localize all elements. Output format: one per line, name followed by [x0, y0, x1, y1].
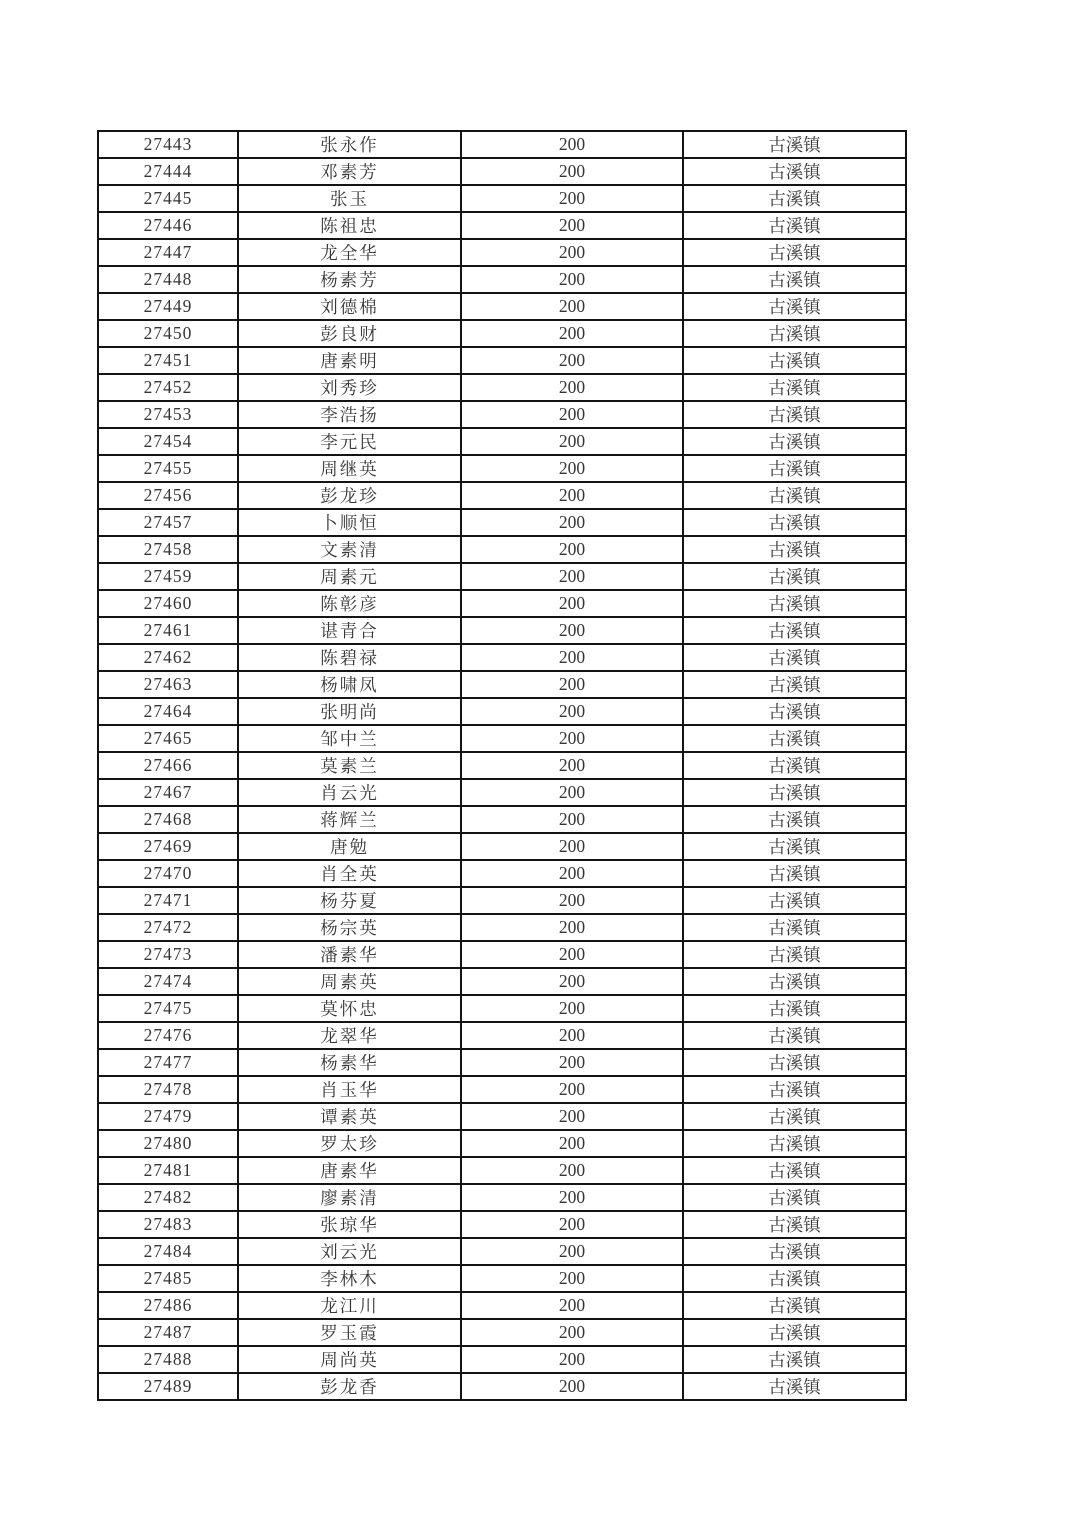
cell-town: 古溪镇 [683, 806, 906, 833]
cell-id: 27467 [98, 779, 238, 806]
cell-name: 潘素华 [238, 941, 461, 968]
cell-amount: 200 [461, 914, 683, 941]
cell-name: 李浩扬 [238, 401, 461, 428]
table-row [98, 698, 906, 725]
cell-name: 李元民 [238, 428, 461, 455]
cell-town: 古溪镇 [683, 131, 906, 158]
cell-town: 古溪镇 [683, 1265, 906, 1292]
cell-amount: 200 [461, 995, 683, 1022]
cell-name: 龙翠华 [238, 1022, 461, 1049]
cell-amount: 200 [461, 752, 683, 779]
cell-id: 27447 [98, 239, 238, 266]
table-row [98, 482, 906, 509]
cell-id: 27448 [98, 266, 238, 293]
table-row [98, 1184, 906, 1211]
table-row [98, 1265, 906, 1292]
table-row [98, 185, 906, 212]
table-row [98, 212, 906, 239]
cell-amount: 200 [461, 158, 683, 185]
cell-town: 古溪镇 [683, 1076, 906, 1103]
cell-amount: 200 [461, 941, 683, 968]
table-row [98, 968, 906, 995]
cell-name: 刘德棉 [238, 293, 461, 320]
cell-amount: 200 [461, 1049, 683, 1076]
cell-id: 27476 [98, 1022, 238, 1049]
cell-name: 周尚英 [238, 1346, 461, 1373]
table-row [98, 563, 906, 590]
cell-id: 27477 [98, 1049, 238, 1076]
cell-town: 古溪镇 [683, 428, 906, 455]
cell-name: 杨宗英 [238, 914, 461, 941]
cell-id: 27445 [98, 185, 238, 212]
cell-town: 古溪镇 [683, 1103, 906, 1130]
cell-amount: 200 [461, 293, 683, 320]
cell-name: 罗太珍 [238, 1130, 461, 1157]
cell-id: 27471 [98, 887, 238, 914]
table-row [98, 1157, 906, 1184]
cell-name: 龙江川 [238, 1292, 461, 1319]
table-row [98, 887, 906, 914]
cell-amount: 200 [461, 617, 683, 644]
cell-town: 古溪镇 [683, 293, 906, 320]
cell-amount: 200 [461, 1211, 683, 1238]
table-row [98, 374, 906, 401]
cell-town: 古溪镇 [683, 455, 906, 482]
cell-id: 27478 [98, 1076, 238, 1103]
cell-town: 古溪镇 [683, 482, 906, 509]
cell-id: 27489 [98, 1373, 238, 1400]
table-row [98, 1130, 906, 1157]
cell-id: 27456 [98, 482, 238, 509]
cell-id: 27475 [98, 995, 238, 1022]
cell-name: 廖素清 [238, 1184, 461, 1211]
table-row [98, 509, 906, 536]
table-row [98, 833, 906, 860]
cell-town: 古溪镇 [683, 320, 906, 347]
cell-amount: 200 [461, 1319, 683, 1346]
table-row [98, 1373, 906, 1400]
cell-id: 27469 [98, 833, 238, 860]
cell-name: 肖云光 [238, 779, 461, 806]
cell-town: 古溪镇 [683, 590, 906, 617]
table-row [98, 320, 906, 347]
cell-id: 27454 [98, 428, 238, 455]
cell-amount: 200 [461, 968, 683, 995]
cell-id: 27484 [98, 1238, 238, 1265]
cell-town: 古溪镇 [683, 239, 906, 266]
cell-town: 古溪镇 [683, 185, 906, 212]
cell-amount: 200 [461, 347, 683, 374]
cell-town: 古溪镇 [683, 1292, 906, 1319]
cell-amount: 200 [461, 455, 683, 482]
cell-name: 邹中兰 [238, 725, 461, 752]
cell-id: 27488 [98, 1346, 238, 1373]
cell-name: 刘云光 [238, 1238, 461, 1265]
cell-name: 卜顺恒 [238, 509, 461, 536]
cell-amount: 200 [461, 1265, 683, 1292]
cell-name: 周素元 [238, 563, 461, 590]
cell-town: 古溪镇 [683, 860, 906, 887]
table-row [98, 1049, 906, 1076]
cell-id: 27482 [98, 1184, 238, 1211]
cell-amount: 200 [461, 1157, 683, 1184]
cell-name: 陈彰彦 [238, 590, 461, 617]
table-row [98, 1022, 906, 1049]
cell-amount: 200 [461, 239, 683, 266]
table-row [98, 401, 906, 428]
cell-id: 27481 [98, 1157, 238, 1184]
table-row [98, 779, 906, 806]
cell-town: 古溪镇 [683, 779, 906, 806]
table-row [98, 1346, 906, 1373]
cell-town: 古溪镇 [683, 941, 906, 968]
cell-town: 古溪镇 [683, 1184, 906, 1211]
cell-name: 杨啸凤 [238, 671, 461, 698]
table-row [98, 1211, 906, 1238]
cell-id: 27462 [98, 644, 238, 671]
table-row [98, 131, 906, 158]
cell-name: 彭龙香 [238, 1373, 461, 1400]
table-row [98, 239, 906, 266]
cell-name: 谌青合 [238, 617, 461, 644]
cell-id: 27455 [98, 455, 238, 482]
cell-id: 27468 [98, 806, 238, 833]
cell-town: 古溪镇 [683, 995, 906, 1022]
cell-name: 谭素英 [238, 1103, 461, 1130]
table-body [98, 131, 906, 1400]
cell-amount: 200 [461, 1238, 683, 1265]
table-row [98, 1292, 906, 1319]
cell-amount: 200 [461, 266, 683, 293]
cell-name: 陈碧禄 [238, 644, 461, 671]
cell-name: 杨素华 [238, 1049, 461, 1076]
cell-town: 古溪镇 [683, 752, 906, 779]
cell-name: 文素清 [238, 536, 461, 563]
table-row [98, 1238, 906, 1265]
table-row [98, 914, 906, 941]
cell-amount: 200 [461, 725, 683, 752]
cell-amount: 200 [461, 1373, 683, 1400]
cell-id: 27463 [98, 671, 238, 698]
cell-town: 古溪镇 [683, 509, 906, 536]
cell-town: 古溪镇 [683, 1319, 906, 1346]
cell-id: 27451 [98, 347, 238, 374]
cell-name: 龙全华 [238, 239, 461, 266]
cell-name: 张玉 [238, 185, 461, 212]
cell-id: 27473 [98, 941, 238, 968]
cell-amount: 200 [461, 1022, 683, 1049]
cell-name: 杨素芳 [238, 266, 461, 293]
table-row [98, 1076, 906, 1103]
cell-town: 古溪镇 [683, 347, 906, 374]
cell-name: 彭龙珍 [238, 482, 461, 509]
table-row [98, 158, 906, 185]
cell-town: 古溪镇 [683, 1049, 906, 1076]
cell-town: 古溪镇 [683, 563, 906, 590]
cell-id: 27458 [98, 536, 238, 563]
cell-town: 古溪镇 [683, 266, 906, 293]
cell-town: 古溪镇 [683, 1346, 906, 1373]
cell-town: 古溪镇 [683, 644, 906, 671]
cell-town: 古溪镇 [683, 725, 906, 752]
cell-town: 古溪镇 [683, 1022, 906, 1049]
cell-name: 周素英 [238, 968, 461, 995]
cell-town: 古溪镇 [683, 1373, 906, 1400]
cell-id: 27461 [98, 617, 238, 644]
cell-id: 27457 [98, 509, 238, 536]
cell-amount: 200 [461, 1184, 683, 1211]
cell-town: 古溪镇 [683, 1157, 906, 1184]
cell-id: 27479 [98, 1103, 238, 1130]
cell-amount: 200 [461, 1292, 683, 1319]
cell-amount: 200 [461, 428, 683, 455]
cell-amount: 200 [461, 590, 683, 617]
cell-id: 27485 [98, 1265, 238, 1292]
table-row [98, 671, 906, 698]
cell-amount: 200 [461, 482, 683, 509]
cell-town: 古溪镇 [683, 374, 906, 401]
cell-town: 古溪镇 [683, 158, 906, 185]
cell-id: 27446 [98, 212, 238, 239]
cell-amount: 200 [461, 671, 683, 698]
table-row [98, 995, 906, 1022]
cell-amount: 200 [461, 644, 683, 671]
cell-town: 古溪镇 [683, 1238, 906, 1265]
cell-amount: 200 [461, 509, 683, 536]
cell-amount: 200 [461, 374, 683, 401]
cell-name: 肖全英 [238, 860, 461, 887]
cell-amount: 200 [461, 401, 683, 428]
cell-name: 张永作 [238, 131, 461, 158]
cell-id: 27483 [98, 1211, 238, 1238]
cell-amount: 200 [461, 887, 683, 914]
cell-id: 27452 [98, 374, 238, 401]
cell-amount: 200 [461, 860, 683, 887]
cell-name: 刘秀珍 [238, 374, 461, 401]
table-row [98, 860, 906, 887]
cell-name: 肖玉华 [238, 1076, 461, 1103]
cell-amount: 200 [461, 806, 683, 833]
cell-id: 27465 [98, 725, 238, 752]
table-row [98, 347, 906, 374]
cell-name: 张明尚 [238, 698, 461, 725]
cell-id: 27453 [98, 401, 238, 428]
cell-id: 27474 [98, 968, 238, 995]
cell-id: 27480 [98, 1130, 238, 1157]
cell-name: 邓素芳 [238, 158, 461, 185]
cell-town: 古溪镇 [683, 833, 906, 860]
cell-id: 27460 [98, 590, 238, 617]
cell-amount: 200 [461, 833, 683, 860]
cell-name: 陈祖忠 [238, 212, 461, 239]
cell-amount: 200 [461, 563, 683, 590]
table-row [98, 617, 906, 644]
cell-town: 古溪镇 [683, 212, 906, 239]
table-row [98, 806, 906, 833]
cell-amount: 200 [461, 320, 683, 347]
cell-amount: 200 [461, 131, 683, 158]
cell-amount: 200 [461, 779, 683, 806]
cell-town: 古溪镇 [683, 887, 906, 914]
cell-town: 古溪镇 [683, 536, 906, 563]
cell-name: 莫素兰 [238, 752, 461, 779]
table-row [98, 644, 906, 671]
cell-id: 27464 [98, 698, 238, 725]
cell-name: 彭良财 [238, 320, 461, 347]
cell-id: 27472 [98, 914, 238, 941]
cell-amount: 200 [461, 536, 683, 563]
cell-town: 古溪镇 [683, 914, 906, 941]
cell-name: 杨芬夏 [238, 887, 461, 914]
cell-amount: 200 [461, 185, 683, 212]
cell-town: 古溪镇 [683, 671, 906, 698]
cell-name: 李林木 [238, 1265, 461, 1292]
cell-id: 27450 [98, 320, 238, 347]
table-row [98, 1319, 906, 1346]
table-row [98, 536, 906, 563]
cell-id: 27449 [98, 293, 238, 320]
cell-id: 27444 [98, 158, 238, 185]
cell-id: 27486 [98, 1292, 238, 1319]
table-row [98, 293, 906, 320]
cell-name: 唐素华 [238, 1157, 461, 1184]
cell-amount: 200 [461, 1076, 683, 1103]
table-row [98, 428, 906, 455]
table-row [98, 1103, 906, 1130]
cell-id: 27443 [98, 131, 238, 158]
cell-amount: 200 [461, 698, 683, 725]
cell-name: 唐勉 [238, 833, 461, 860]
cell-name: 唐素明 [238, 347, 461, 374]
cell-id: 27487 [98, 1319, 238, 1346]
cell-name: 张琼华 [238, 1211, 461, 1238]
table-row [98, 455, 906, 482]
cell-name: 周继英 [238, 455, 461, 482]
table-row [98, 590, 906, 617]
cell-id: 27470 [98, 860, 238, 887]
cell-town: 古溪镇 [683, 1211, 906, 1238]
table-row [98, 752, 906, 779]
cell-town: 古溪镇 [683, 401, 906, 428]
cell-name: 蒋辉兰 [238, 806, 461, 833]
cell-amount: 200 [461, 1103, 683, 1130]
cell-name: 莫怀忠 [238, 995, 461, 1022]
table-row [98, 725, 906, 752]
table-row [98, 266, 906, 293]
cell-town: 古溪镇 [683, 698, 906, 725]
cell-name: 罗玉霞 [238, 1319, 461, 1346]
cell-id: 27459 [98, 563, 238, 590]
cell-amount: 200 [461, 1130, 683, 1157]
cell-id: 27466 [98, 752, 238, 779]
beneficiary-table [97, 130, 907, 1401]
cell-town: 古溪镇 [683, 617, 906, 644]
cell-amount: 200 [461, 212, 683, 239]
cell-town: 古溪镇 [683, 1130, 906, 1157]
cell-town: 古溪镇 [683, 968, 906, 995]
table-row [98, 941, 906, 968]
cell-amount: 200 [461, 1346, 683, 1373]
